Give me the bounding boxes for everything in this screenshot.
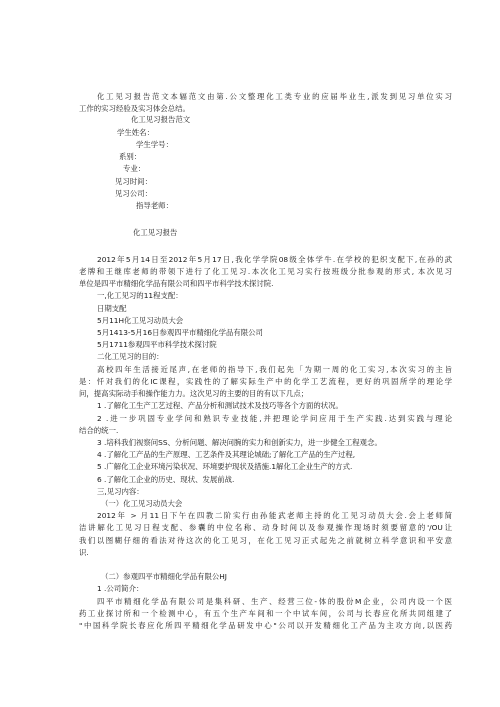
goal-item-1: 1 .了解化工生产工艺过程、产品分析和测试技术及技巧等各个方面的状况。	[97, 401, 343, 410]
cover-teacher-label: 指导老师：	[136, 201, 173, 210]
intro-line-2: 工作的实习经验及实习体会总结。	[79, 104, 190, 113]
cover-major-label: 专业：	[123, 164, 146, 173]
report-p3-line-1: 2012年 > 月11日下午在四教二阶实行由孙能武老师主持的化工见习动员大会.会上老师简	[97, 511, 452, 520]
report-title: 化工见习报告	[133, 228, 178, 237]
report-p4-line-2: 药工业探讨所和一个检测中心，有五个生产车间和一个中试车间，公司与长春应化所共同组建了	[79, 609, 452, 618]
cover-id-label: 学生学号：	[136, 140, 173, 149]
section-heading-2: 二化工见习的目的：	[97, 352, 164, 361]
report-p4-line-1: 四平市精细化学品有限公司是集科研、生产、经营三位-体的股份M企业，公司内设一个医	[97, 597, 452, 606]
report-p2-line-3: 问，提高实际动手和操作能力力。这次见习的主要的目的有以下几点；	[79, 389, 309, 398]
goal-item-3: 3 .培科我们视察问SS、分析问题、解决问腕的实力和创新实力，进一步健全工程观念。	[97, 438, 382, 447]
report-p2-line-1: 高校四年生活接近尾声,在老师的指导下,我们起先「为期一周的化工实习,本次实习的主旨	[97, 365, 452, 374]
goal-item-2-line-1: 2 .进一步巩固专业学问和熟识专业技能,并把理论学问应用于生产实践.达到实践与理论	[97, 414, 452, 423]
cover-dept-label: 系别：	[119, 152, 142, 161]
report-p3-line-4: 识.	[79, 548, 89, 557]
subsection-heading-1: （一）化工见习动员大会	[101, 499, 183, 508]
schedule-item-3: 5月1711参观四平市科学技术探讨院	[97, 340, 217, 349]
cover-title: 化工见习报告范文	[131, 115, 191, 124]
report-p1-line-3: 单位是四平市精细化学品有限公司和四平市科学技术探讨院.	[79, 279, 274, 288]
report-p1-line-2: 老牌和王继库老师的带领下进行了化工见习.本次化工见习实行按班级分批参观的形式, 本次见习	[79, 267, 452, 276]
company-intro-label: 1 .公司简介：	[97, 584, 144, 593]
subsection-heading-2: （二）参观四平市精细化学品有限公HJ	[101, 572, 227, 581]
section-heading-1: 一,化工见习的11程支配：	[97, 291, 183, 300]
report-p3-line-2: 洁讲解化工见习日程支配、参囊的中位名称、动身时间以及参观操作现场时须要留意的'/OU让	[79, 523, 452, 532]
report-p2-line-2: 是：忏对我们的化IC课程，实践性的了解实际生产中的化学工艺流程，更好的巩固所学的理论学	[79, 377, 452, 386]
report-p1-line-1: 2012年5月14日至2012年5月17日,我化学学院08级全体学牛.在学校的犯织支配下,在孙的武	[97, 255, 452, 264]
goal-item-6: 6 .了解化工企业的历史、现状、发展前战.	[97, 475, 235, 484]
schedule-label: 日期支配	[97, 304, 127, 313]
schedule-item-1: 5月11H化工见习动员大会	[97, 316, 184, 325]
section-heading-3: 三,见习内容：	[97, 487, 144, 496]
report-p3-line-3: 我们以图糊仔细的看法对待这次的化工见习，在化工见习正式起先之前就树立科学意识和平安意	[79, 536, 452, 545]
schedule-item-2: 5月1413-5月16日参观四平市精细化学品有限公司	[97, 328, 263, 337]
goal-item-4: 4 .了解化工产品的生产原理、工艺条件及其理论城础;了解化工产品的生产过程,	[97, 450, 356, 459]
cover-company-label: 见习公司：	[115, 189, 152, 198]
intro-line-1: 化工见习报告范文本辐范文由第.公文整理化工类专业的应届毕业生,派发到见习单位实习	[97, 92, 452, 101]
cover-time-label: 见习时间：	[115, 177, 152, 186]
goal-item-2-line-2: 结合的统一.	[79, 426, 119, 435]
goal-item-5: 5 .广解化工企业环境污染状况、环境要护现状及措施.1解化工企业生产的方式.	[97, 462, 353, 471]
cover-name-label: 学生姓名：	[117, 128, 154, 137]
report-p4-line-3: "中国科学院长春应化所四平精细化学品研发中心"公司以开发精细化工产品为主攻方向,以医药	[79, 621, 452, 630]
